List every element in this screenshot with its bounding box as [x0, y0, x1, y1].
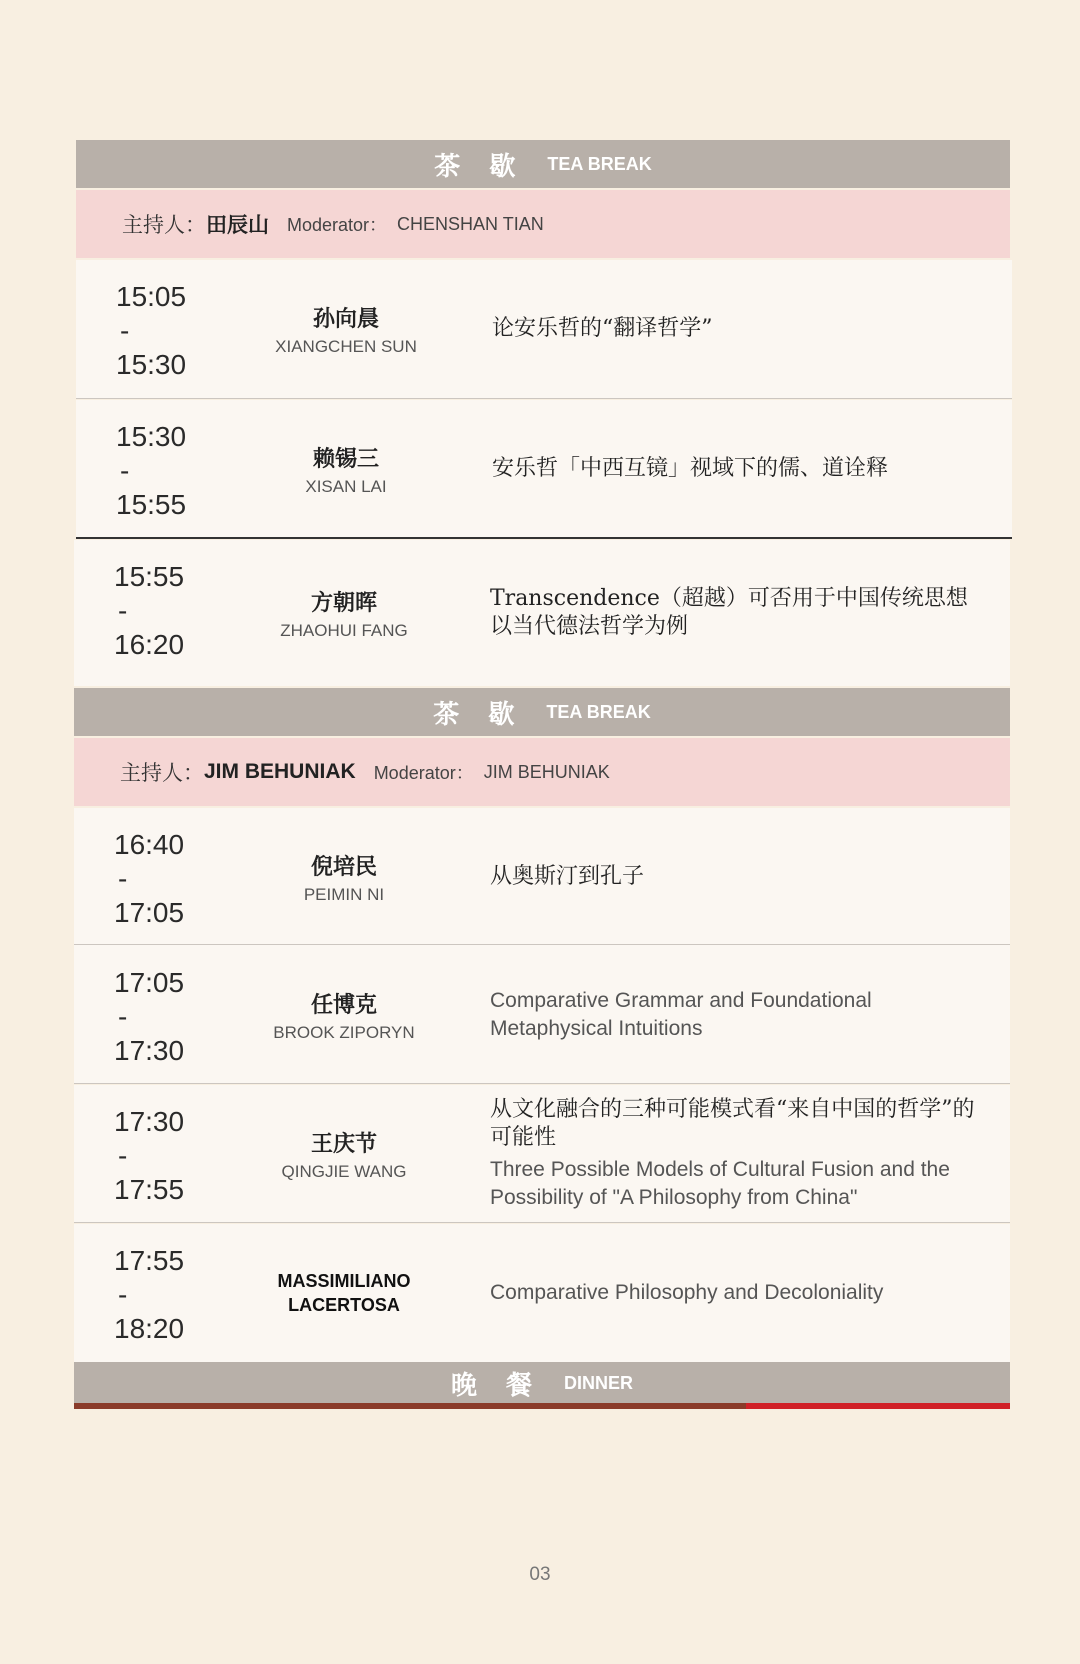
- break-title-en: DINNER: [564, 1372, 634, 1393]
- speaker-name-en: PEIMIN NI: [303, 884, 385, 904]
- row-divider: [76, 398, 1012, 399]
- topic-cn: 以当代德法哲学为例: [490, 614, 689, 639]
- session-row: [74, 808, 1010, 946]
- time-end: 15:30: [116, 349, 187, 380]
- speaker-name-en: QINGJIE WANG: [281, 1161, 407, 1181]
- speaker-name-en: XISAN LAI: [305, 476, 387, 496]
- session-time: [114, 828, 234, 930]
- session-row: [74, 946, 1010, 1084]
- time-end: 17:55: [114, 1174, 185, 1205]
- row-divider: [76, 537, 1012, 539]
- moderator-label-en: Moderator：: [287, 215, 388, 235]
- speaker-name-en: XIANGCHEN SUN: [275, 336, 417, 356]
- moderator-name-en: JIM BEHUNIAK: [483, 761, 610, 782]
- speaker: [234, 808, 454, 946]
- speaker-name-en: ZHAOHUI FANG: [280, 620, 408, 640]
- time-dash: -: [118, 863, 128, 894]
- session-topic: [492, 400, 982, 538]
- moderator-name-cn: 田辰山: [206, 212, 269, 237]
- session-row: [74, 540, 1010, 686]
- session-row: [74, 1085, 1010, 1223]
- time-dash: -: [120, 455, 130, 486]
- break-title-en: TEA BREAK: [546, 701, 651, 722]
- time-end: 15:55: [116, 489, 187, 520]
- time-dash: -: [118, 1001, 128, 1032]
- time-dash: -: [120, 315, 130, 346]
- row-divider: [74, 1222, 1010, 1223]
- topic-cn: 论安乐哲的“翻译哲学”: [492, 316, 713, 341]
- page-number: 03: [529, 1564, 551, 1585]
- topic-cn: 安乐哲「中西互镜」视域下的儒、道诠释: [492, 456, 889, 481]
- moderator-label-cn: 主持人：: [122, 213, 206, 237]
- time-start: 17:55: [114, 1245, 185, 1276]
- time-dash: -: [118, 1279, 128, 1310]
- speaker-name-en: BROOK ZIPORYN: [273, 1022, 415, 1042]
- session-topic: [490, 540, 980, 686]
- time-start: 15:55: [114, 561, 185, 592]
- session-row: [74, 1224, 1010, 1362]
- session-time: [114, 1105, 234, 1207]
- speaker: [236, 400, 456, 538]
- tea-break-band: [76, 140, 1010, 188]
- session-time: [114, 966, 234, 1068]
- session-row: [76, 260, 1012, 398]
- topic-mixed: Transcendence（超越）可否用于中国传统思想: [490, 586, 968, 611]
- tea-break-band: [74, 688, 1010, 736]
- speaker-name-en: MASSIMILIANO LACERTOSA: [277, 1271, 411, 1315]
- speaker-name-cn: 王庆节: [310, 1130, 377, 1157]
- topic-en: Comparative Philosophy and Decoloniality: [490, 1281, 884, 1304]
- time-start: 15:30: [116, 421, 187, 452]
- time-start: 17:05: [114, 967, 185, 998]
- topic-en: Three Possible Models of Cultural Fusion and the Possibility of "A Philosophy from China": [490, 1158, 950, 1209]
- speaker-name-cn: 倪培民: [310, 853, 377, 880]
- moderator-name-en: CHENSHAN TIAN: [397, 213, 544, 234]
- time-end: 17:05: [114, 897, 185, 928]
- speaker: [234, 540, 454, 686]
- time-start: 16:40: [114, 829, 185, 860]
- break-title-cn: 茶 歇: [433, 699, 525, 730]
- topic-cn: 从奥斯汀到孔子: [490, 864, 645, 889]
- session-time: [116, 420, 236, 522]
- session-topic: [492, 260, 982, 398]
- dinner-underline-left: [74, 1403, 746, 1409]
- session-topic: [490, 1224, 980, 1362]
- moderator-name-cn: JIM BEHUNIAK: [204, 760, 356, 783]
- break-title-en: TEA BREAK: [547, 153, 652, 174]
- speaker: [234, 1085, 454, 1223]
- moderator-bar: [76, 190, 1010, 258]
- time-start: 15:05: [116, 281, 187, 312]
- time-dash: -: [118, 1140, 128, 1171]
- session-row: [76, 400, 1012, 538]
- moderator-label-en: Moderator：: [373, 763, 474, 783]
- speaker-name-cn: 方朝晖: [310, 589, 377, 616]
- speaker-name-cn: 孙向晨: [312, 305, 379, 332]
- session-topic: [490, 946, 980, 1084]
- session-time: [114, 560, 234, 662]
- time-start: 17:30: [114, 1106, 185, 1137]
- dinner-band: [74, 1362, 1010, 1404]
- speaker-name-cn: 赖锡三: [312, 445, 379, 472]
- row-divider: [74, 1083, 1010, 1084]
- session-time: [114, 1244, 234, 1346]
- speaker: [234, 1224, 454, 1362]
- speaker: [236, 260, 456, 398]
- speaker-name-cn: 任博克: [310, 991, 377, 1018]
- time-end: 16:20: [114, 629, 185, 660]
- dinner-underline-right: [746, 1403, 1010, 1409]
- break-title-cn: 晚 餐: [450, 1370, 543, 1401]
- session-topic: [490, 808, 980, 946]
- session-topic: [490, 1085, 980, 1223]
- moderator-label-cn: 主持人：: [120, 761, 204, 785]
- time-end: 17:30: [114, 1035, 185, 1066]
- time-end: 18:20: [114, 1313, 185, 1344]
- time-dash: -: [118, 595, 128, 626]
- topic-cn: 从文化融合的三种可能模式看“来自中国的哲学”的可能性: [490, 1097, 975, 1150]
- session-time: [116, 280, 236, 382]
- break-title-cn: 茶 歇: [434, 151, 526, 182]
- topic-en: Comparative Grammar and Foundational Metaphysical Intuitions: [490, 989, 872, 1040]
- row-divider: [74, 944, 1010, 945]
- moderator-bar: [74, 738, 1010, 806]
- speaker: [234, 946, 454, 1084]
